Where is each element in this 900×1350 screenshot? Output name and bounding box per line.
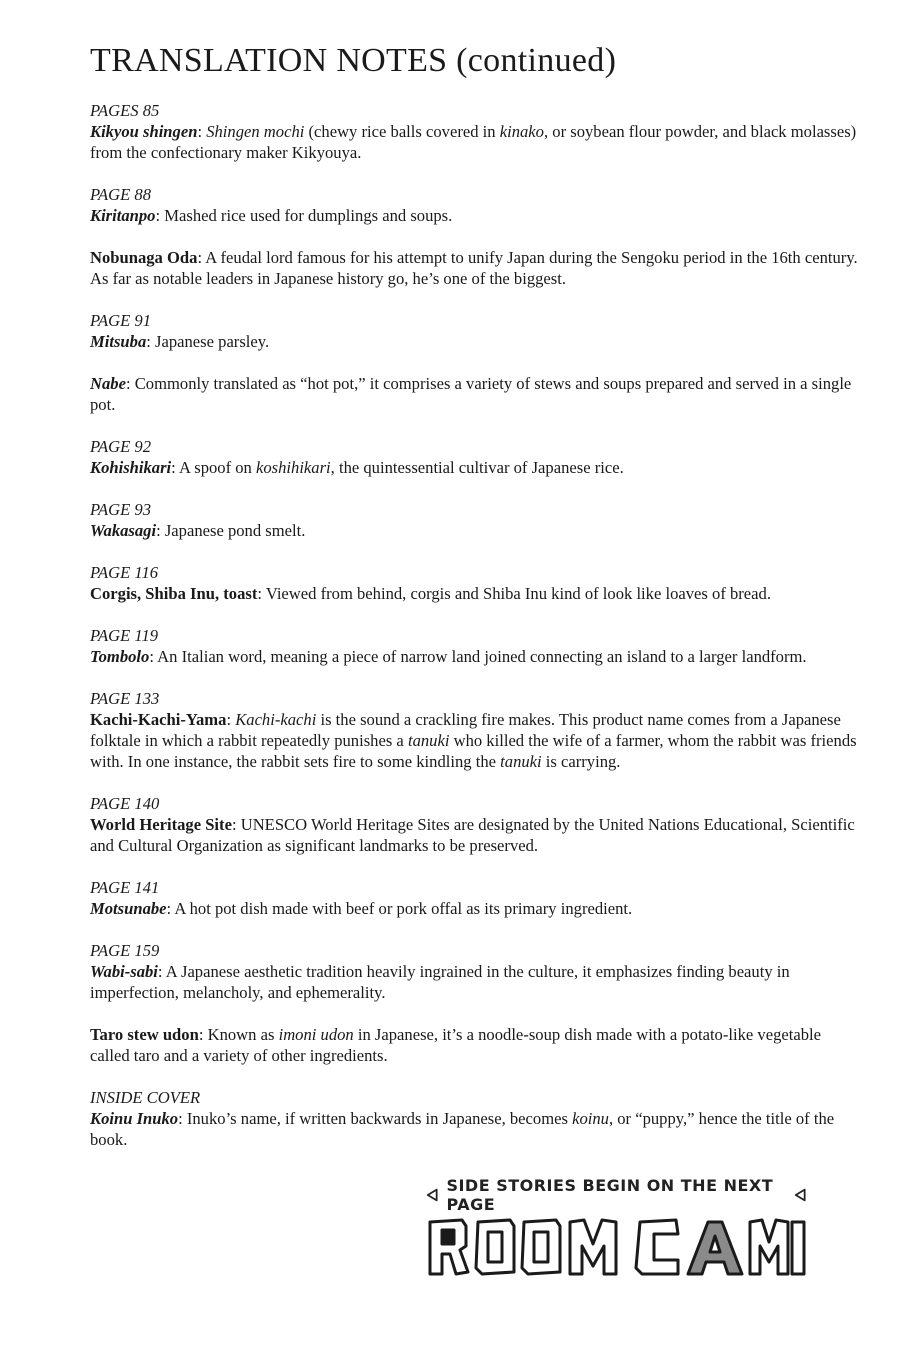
next-page-text: SIDE STORIES BEGIN ON THE NEXT PAGE <box>446 1176 774 1214</box>
note-text: : A feudal lord famous for his attempt to unify Japan during the Sengoku period in the 16th century. As far as notable leaders in Japanese history go, he’s one of the biggest. <box>90 248 858 288</box>
note-term: Nobunaga Oda <box>90 248 198 267</box>
note-section <box>90 688 860 772</box>
note-section <box>90 499 860 541</box>
note-text: : Known as <box>198 1025 279 1044</box>
room-camp-logo <box>426 1216 806 1283</box>
note-text: , the quintessential cultivar of Japanese rice. <box>330 458 624 477</box>
page-reference: PAGE 140 <box>90 794 160 813</box>
note-section <box>90 562 860 604</box>
note-term: Tombolo <box>90 647 150 666</box>
page-reference: PAGE 92 <box>90 437 151 456</box>
note-emphasis: imoni udon <box>278 1025 354 1044</box>
left-triangle-icon <box>426 1188 438 1202</box>
note-section <box>90 436 860 478</box>
note-text: : Japanese pond smelt. <box>156 521 306 540</box>
note-entry <box>90 184 860 226</box>
note-entry <box>90 793 860 856</box>
note-section <box>90 310 860 415</box>
note-emphasis: koinu <box>572 1109 609 1128</box>
note-entry <box>90 625 860 667</box>
note-term: Kohishikari <box>90 458 172 477</box>
note-entry <box>90 940 860 1003</box>
note-entry <box>90 1024 860 1066</box>
note-entry <box>90 310 860 352</box>
note-section <box>90 793 860 856</box>
note-text: : Japanese parsley. <box>146 332 270 351</box>
notes-list <box>90 100 860 1150</box>
note-entry <box>90 247 860 289</box>
note-text: : Viewed from behind, corgis and Shiba Inu kind of look like loaves of bread. <box>257 584 771 603</box>
note-term: Nabe <box>90 374 126 393</box>
page-reference: PAGE 116 <box>90 563 159 582</box>
note-entry <box>90 499 860 541</box>
note-term: Mitsuba <box>90 332 147 351</box>
page-reference: PAGES 85 <box>90 101 160 120</box>
page-reference: PAGE 93 <box>90 500 151 519</box>
note-term: World Heritage Site <box>90 815 232 834</box>
page-reference: PAGE 133 <box>90 689 160 708</box>
page-reference: PAGE 88 <box>90 185 151 204</box>
note-entry <box>90 562 860 604</box>
footer <box>426 1176 806 1283</box>
note-text: : Commonly translated as “hot pot,” it comprises a variety of stews and soups prepared and served in a single pot. <box>90 374 852 414</box>
note-text: : Inuko’s name, if written backwards in Japanese, becomes <box>178 1109 573 1128</box>
next-page-banner <box>426 1176 806 1214</box>
page-reference: INSIDE COVER <box>90 1088 201 1107</box>
note-entry <box>90 100 860 163</box>
note-emphasis: Kachi-kachi <box>235 710 317 729</box>
translation-notes-page <box>90 40 860 1171</box>
note-text: : A spoof on <box>171 458 256 477</box>
page-reference: PAGE 91 <box>90 311 151 330</box>
note-term: Wakasagi <box>90 521 157 540</box>
note-section <box>90 625 860 667</box>
note-term: Motsunabe <box>90 899 167 918</box>
note-entry <box>90 436 860 478</box>
note-entry <box>90 373 860 415</box>
note-section <box>90 877 860 919</box>
note-section <box>90 184 860 289</box>
note-term: Corgis, Shiba Inu, toast <box>90 584 258 603</box>
note-text: : Mashed rice used for dumplings and soups. <box>155 206 453 225</box>
note-text: : <box>197 122 207 141</box>
note-section <box>90 100 860 163</box>
note-text: : An Italian word, meaning a piece of narrow land joined connecting an island to a larger landform. <box>149 647 807 666</box>
note-text: is carrying. <box>541 752 621 771</box>
note-term: Kachi-Kachi-Yama <box>90 710 227 729</box>
note-emphasis: Shingen mochi <box>206 122 305 141</box>
note-emphasis: koshihikari <box>256 458 331 477</box>
note-text: who killed the wife of a farmer, whom the rabbit was friends with. In one instance, the rabbit sets fire to some kindling the <box>90 731 857 771</box>
note-term: Koinu Inuko <box>90 1109 179 1128</box>
note-emphasis: tanuki <box>407 731 450 750</box>
note-text: : UNESCO World Heritage Sites are designated by the United Nations Educational, Scientific and Cultural Organization as significant landmarks to be preserved. <box>90 815 855 855</box>
note-emphasis: tanuki <box>500 752 542 771</box>
note-text: : A Japanese aesthetic tradition heavily ingrained in the culture, it emphasizes finding beauty in imperfection, melancholy, and ephemerality. <box>90 962 790 1002</box>
left-triangle-icon <box>794 1188 806 1202</box>
note-term: Kikyou shingen <box>90 122 198 141</box>
note-emphasis: kinako <box>499 122 544 141</box>
note-text: (chewy rice balls covered in <box>304 122 500 141</box>
note-text: is the sound a crackling fire makes. This product name comes from a Japanese folktale in which a rabbit repeatedly punishes a <box>90 710 841 750</box>
page-reference: PAGE 119 <box>90 626 159 645</box>
note-entry <box>90 688 860 772</box>
note-entry <box>90 1087 860 1150</box>
page-title: TRANSLATION NOTES (continued) <box>90 42 617 79</box>
note-section <box>90 1087 860 1150</box>
note-text: , or “puppy,” hence the title of the book. <box>90 1109 835 1149</box>
note-term: Kiritanpo <box>90 206 156 225</box>
page-reference: PAGE 141 <box>90 878 160 897</box>
note-text: : A hot pot dish made with beef or pork offal as its primary ingredient. <box>166 899 633 918</box>
page-reference: PAGE 159 <box>90 941 160 960</box>
note-text: in Japanese, it’s a noodle-soup dish made with a potato-like vegetable called taro and a variety of other ingredients. <box>90 1025 821 1065</box>
note-text: , or soybean flour powder, and black molasses) from the confectionary maker Kikyouya. <box>90 122 857 162</box>
note-entry <box>90 877 860 919</box>
note-text: : <box>226 710 236 729</box>
note-section <box>90 940 860 1066</box>
room-camp-logo-art <box>426 1216 806 1278</box>
note-term: Taro stew udon <box>90 1025 199 1044</box>
note-term: Wabi-sabi <box>90 962 158 981</box>
